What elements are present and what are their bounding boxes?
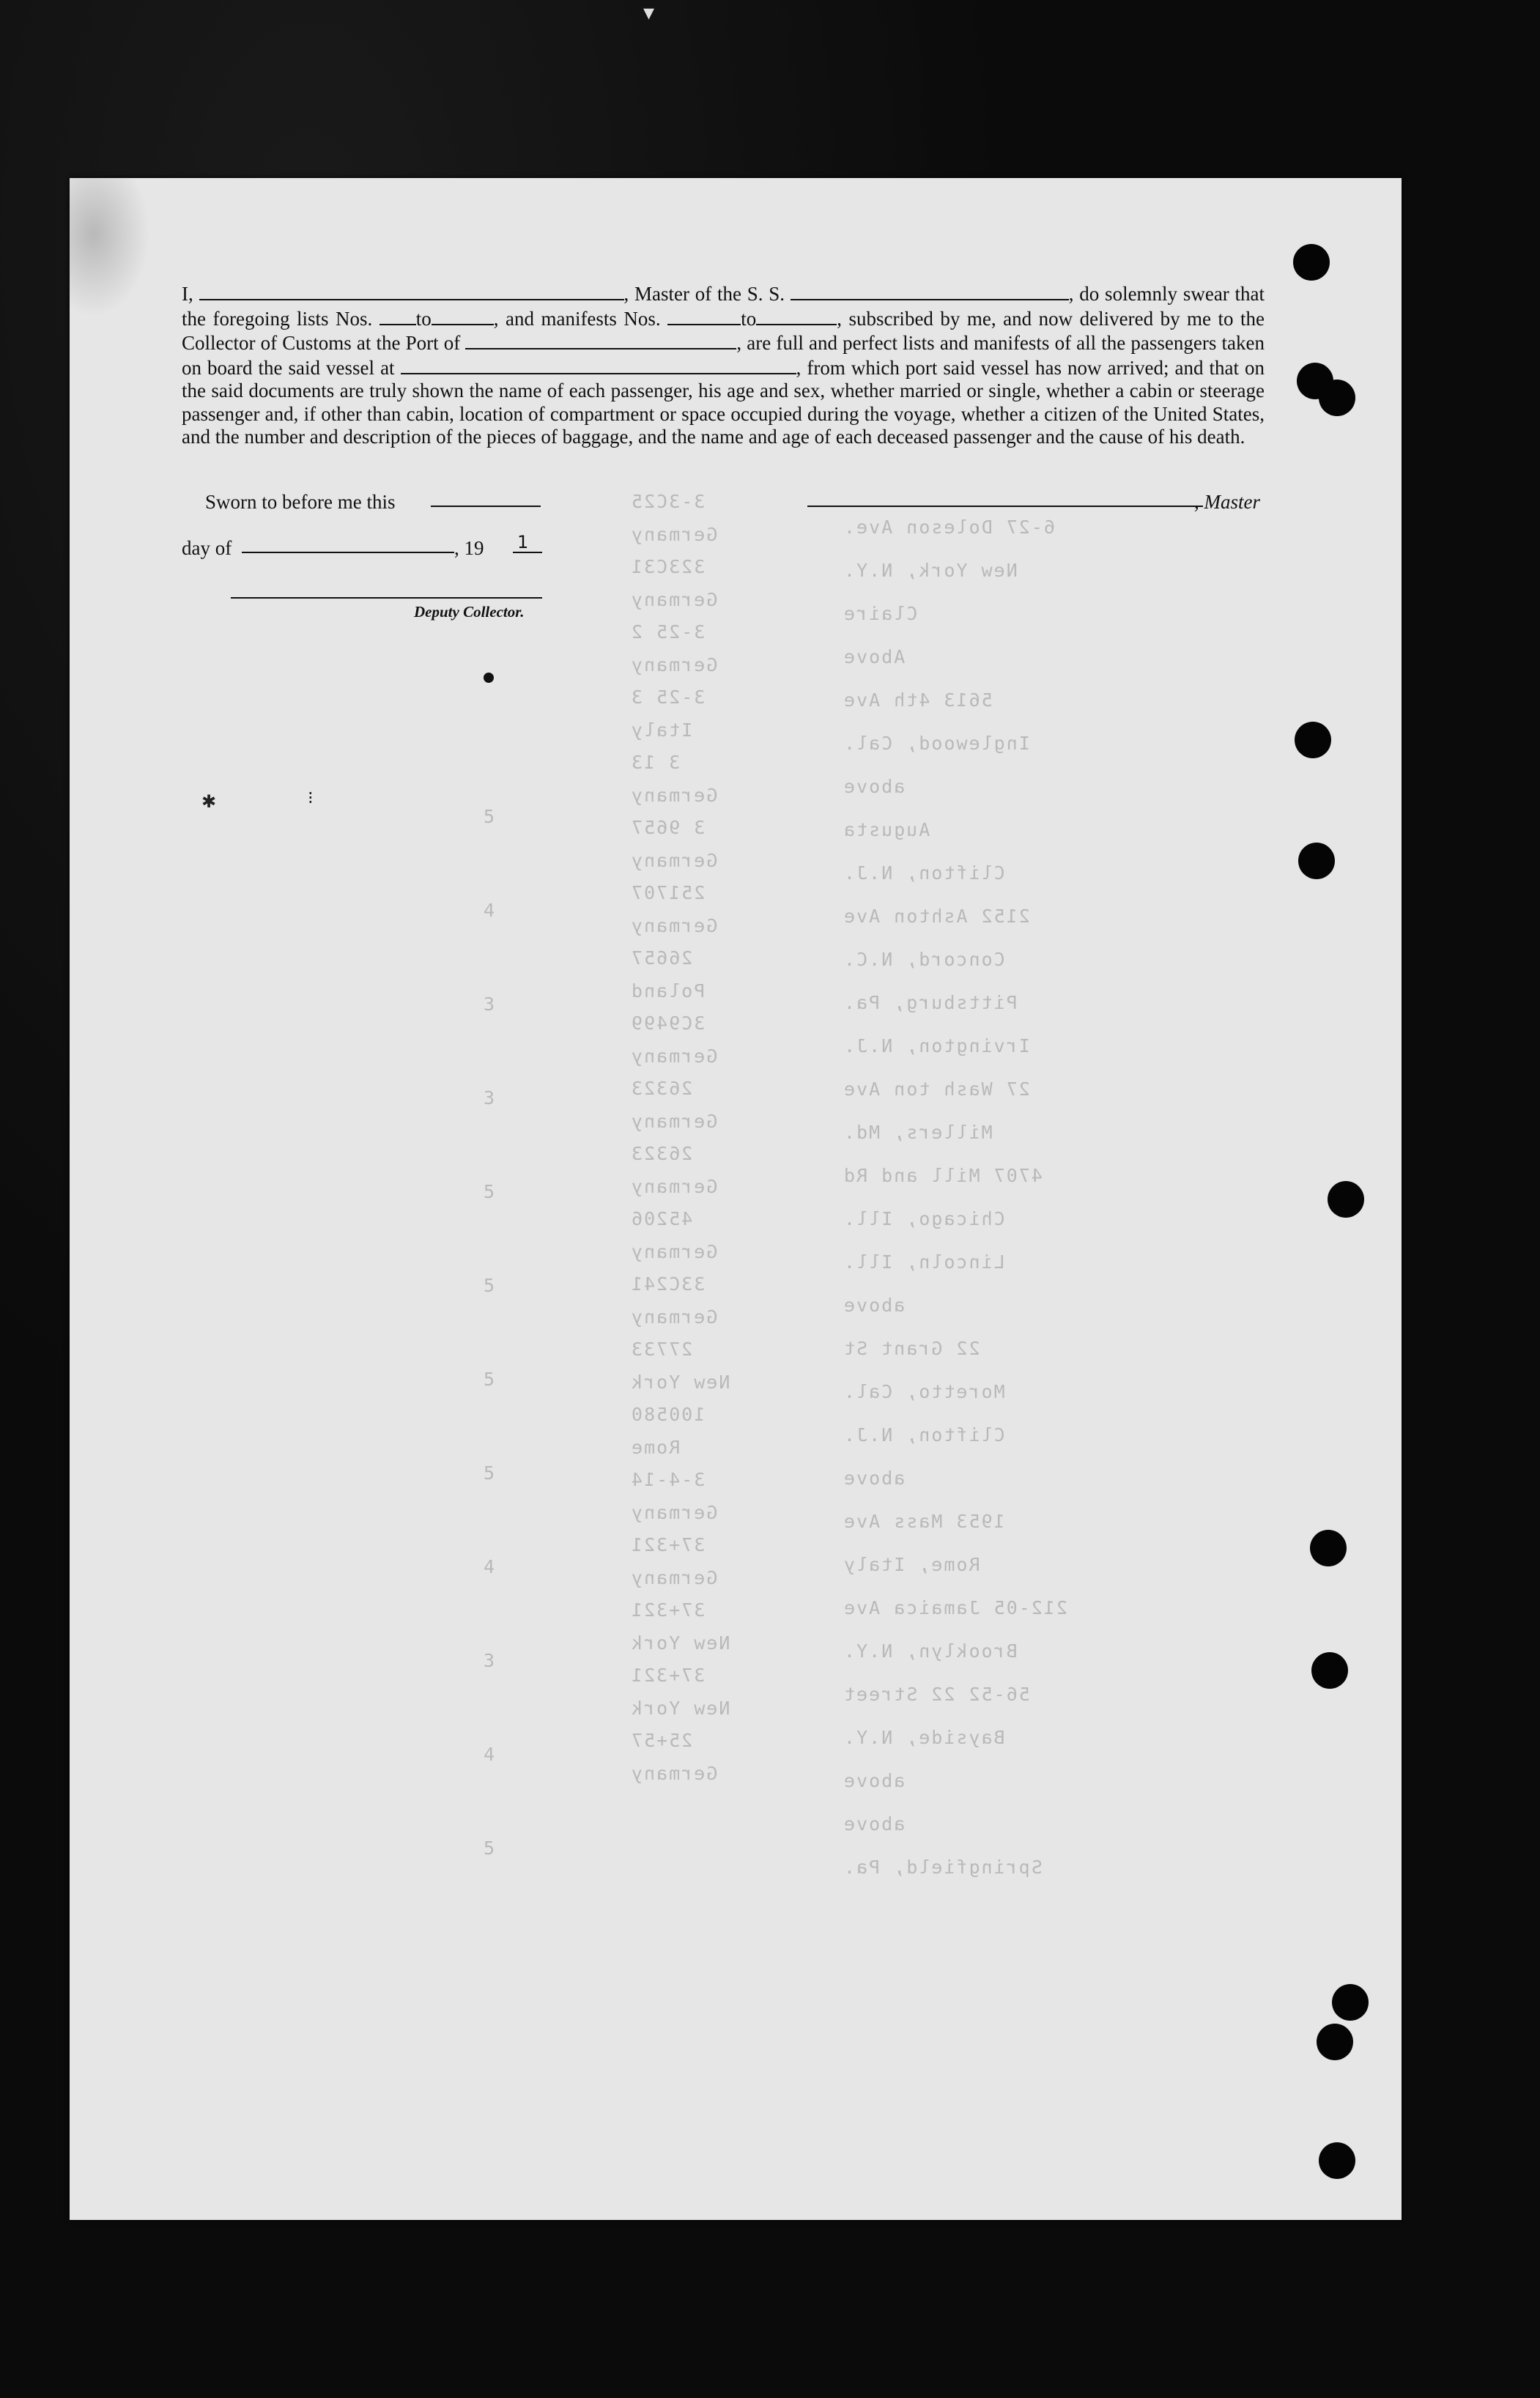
margin-mark: ✱ <box>201 791 217 812</box>
bleed-text-right: 33C241 <box>630 1273 706 1295</box>
bleed-text-right: Germany <box>630 1240 718 1262</box>
bleed-text-right: Germany <box>630 849 718 871</box>
bleed-text-right: Germany <box>630 1566 718 1588</box>
master-comma: , Master <box>1194 491 1260 513</box>
bleed-text-right: 37+321 <box>630 1599 706 1621</box>
bleed-text-right: Germany <box>630 1175 718 1197</box>
bleed-text-mid: Chicago, Ill. <box>843 1208 1005 1229</box>
bleed-text-mid: Rome, Italy <box>843 1554 980 1575</box>
bleed-text-right: 37+321 <box>630 1534 706 1555</box>
bleed-text-right: 26323 <box>630 1078 693 1099</box>
bleed-text-right: Poland <box>630 980 706 1002</box>
sworn-label: Sworn to before me this <box>205 491 396 513</box>
bleed-text-right: Germany <box>630 914 718 936</box>
bleed-text-right: Germany <box>630 1501 718 1523</box>
bleed-text-right: 3-25 2 <box>630 621 706 643</box>
bleed-text-left: 5 <box>484 1181 497 1202</box>
oath-manifests-nos: , and manifests Nos. <box>493 307 661 330</box>
bleed-text-left: 5 <box>484 1838 497 1859</box>
bleed-text-right: 3C9499 <box>630 1013 706 1034</box>
bleed-text-mid: Brooklyn, N.Y. <box>843 1640 1018 1662</box>
bleed-text-mid: 27 Wash ton Ave <box>843 1078 1030 1100</box>
bleed-text-right: Germany <box>630 1306 718 1328</box>
master-name-blank <box>199 281 624 300</box>
deputy-collector-label: Deputy Collector. <box>414 603 525 621</box>
bleed-text-mid: Augusta <box>843 819 930 840</box>
bleed-text-right: Italy <box>630 719 693 741</box>
year-handwritten: 1 <box>517 532 529 552</box>
oath-i: I, <box>182 283 193 305</box>
bleed-text-right: Rome <box>630 1436 681 1458</box>
bleed-text-right: Germany <box>630 1762 718 1784</box>
bleed-text-left: 4 <box>484 900 497 921</box>
bleed-text-mid: 22 Grant St <box>843 1338 980 1359</box>
punch-hole <box>1298 843 1335 879</box>
bleed-text-right: Germany <box>630 654 718 676</box>
bleed-text-right: 100580 <box>630 1404 706 1425</box>
punch-hole <box>1319 2142 1355 2179</box>
master-label <box>1194 491 1260 514</box>
bleed-text-mid: Inglewood, Cal. <box>843 733 1030 754</box>
bleed-text-mid: Bayside, N.Y. <box>843 1727 1005 1748</box>
bleed-text-mid: Irvington, N.J. <box>843 1035 1030 1056</box>
bleed-text-right: 45206 <box>630 1208 693 1229</box>
bleed-text-right: 3-25 3 <box>630 687 706 708</box>
page-smudge <box>70 178 150 317</box>
departure-port-blank <box>401 355 796 374</box>
bleed-text-mid: Moretto, Cal. <box>843 1381 1005 1402</box>
bleed-text-right: 3-4-14 <box>630 1469 706 1490</box>
bleed-text-mid: 1953 Mass Ave <box>843 1511 1005 1532</box>
punch-hole <box>1319 380 1355 416</box>
scan-mark: ▾ <box>643 0 655 26</box>
bleed-text-left: 3 <box>484 1650 497 1671</box>
bleed-text-right: 251707 <box>630 882 706 903</box>
bleed-text-left: 3 <box>484 1087 497 1109</box>
bleed-text-right: 25+57 <box>630 1730 693 1751</box>
bleed-text-right: 26657 <box>630 947 693 969</box>
bleed-text-right: 3 9657 <box>630 817 706 838</box>
ship-name-blank <box>791 281 1069 300</box>
year-line <box>513 552 542 553</box>
bleed-text-mid: 4707 Mill and Rd <box>843 1165 1043 1186</box>
year-label: , 19 <box>454 537 484 559</box>
bleed-text-left: 4 <box>484 1744 497 1765</box>
bleed-text-mid: 212-05 Jamaica Ave <box>843 1597 1067 1618</box>
bleed-text-mid: above <box>843 776 906 797</box>
bleed-text-mid: above <box>843 1813 906 1835</box>
oath-paragraph <box>182 281 1265 449</box>
manifests-from-blank <box>667 306 741 325</box>
oath-subscribed: , subscribed by me, and now <box>837 307 1073 330</box>
bleed-text-right: Germany <box>630 588 718 610</box>
punch-hole <box>1310 1530 1347 1566</box>
oath-master-of-ss: , Master of the S. S. <box>623 283 785 305</box>
punch-hole <box>1317 2024 1353 2060</box>
bleed-text-right: 3 13 <box>630 752 681 773</box>
bleed-text-mid: Lincoln, Ill. <box>843 1251 1005 1273</box>
oath-to-1: to <box>415 307 432 330</box>
punch-hole <box>1293 244 1330 281</box>
bleed-text-right: 26323 <box>630 1143 693 1164</box>
bleed-text-right: 323C31 <box>630 556 706 577</box>
oath-from-which: , from which <box>796 356 900 379</box>
bleed-text-mid: 6-27 Doleson Ave. <box>843 517 1055 538</box>
oath-lists-nos: swear that the foregoing lists Nos. <box>182 283 1265 330</box>
document-page <box>70 178 1402 2220</box>
ink-dot <box>484 673 494 683</box>
bleed-text-mid: Clifton, N.J. <box>843 862 1005 884</box>
punch-hole <box>1328 1181 1364 1218</box>
punch-hole <box>1295 722 1331 758</box>
day-of-line <box>242 552 454 553</box>
bleed-text-right: Germany <box>630 1045 718 1067</box>
punch-hole <box>1332 1984 1369 2021</box>
oath-do-solemnly: , do solemnly <box>1068 283 1178 305</box>
oath-delivered: delivered by me to the Collector of Customs at the Port of <box>182 307 1265 354</box>
bleed-text-right: New York <box>630 1697 730 1719</box>
oath-manifests-all: manifests of all the passengers taken on board the said vessel at <box>182 332 1265 379</box>
bleed-text-mid: Claire <box>843 603 918 624</box>
bleed-text-mid: Above <box>843 646 906 667</box>
bleed-text-right: 27733 <box>630 1339 693 1360</box>
deputy-signature-line <box>231 597 542 599</box>
master-signature-line <box>807 506 1203 507</box>
bleed-text-left: 4 <box>484 1556 497 1577</box>
bleed-text-mid: Pittsburg, Pa. <box>843 992 1018 1013</box>
lists-to-blank <box>432 306 494 325</box>
bleed-text-mid: Clifton, N.J. <box>843 1424 1005 1446</box>
bleed-text-mid: above <box>843 1468 906 1489</box>
bleed-text-left: 5 <box>484 1275 497 1296</box>
bleed-text-mid: above <box>843 1770 906 1791</box>
manifests-to-blank <box>756 306 837 325</box>
bleed-text-mid: Springfield, Pa. <box>843 1857 1043 1878</box>
bleed-text-right: 37+321 <box>630 1665 706 1686</box>
bleed-text-right: New York <box>630 1632 730 1654</box>
bleed-text-right: Germany <box>630 1110 718 1132</box>
port-blank <box>465 330 736 349</box>
bleed-text-mid: New York, N.Y. <box>843 560 1018 581</box>
bleed-text-mid: 2152 Ashton Ave <box>843 906 1030 927</box>
oath-to-2: to <box>741 307 757 330</box>
bleed-text-mid: 56-52 22 Street <box>843 1684 1030 1705</box>
bleed-text-right: Germany <box>630 784 718 806</box>
oath-body: port said vessel has now arrived; and that on the said documents are truly shown the name of each passenger, his age and sex, whether married or single, whether a cabin or steerage passenger and, if other than cabin, location of compartment or space occupied during the voyage, whether a citizen of the United States, and the number and description of the pieces of baggage, and the name and age of each deceased passenger and the cause of his death. <box>182 356 1265 448</box>
bleed-text-mid: Concord, N.C. <box>843 949 1005 970</box>
lists-from-blank <box>380 306 416 325</box>
bleed-text-left: 3 <box>484 993 497 1015</box>
bleed-text-right: 3-3C25 <box>630 491 706 512</box>
bleed-text-left: 5 <box>484 806 497 827</box>
bleed-text-right: Germany <box>630 523 718 545</box>
bleed-text-right: New York <box>630 1371 730 1393</box>
margin-mark: ⁝ <box>308 788 314 808</box>
day-of-label: day of <box>182 537 232 559</box>
bleed-text-mid: Millers, Md. <box>843 1122 993 1143</box>
bleed-text-left: 5 <box>484 1462 497 1484</box>
bleed-text-mid: 5613 4th Ave <box>843 689 993 711</box>
bleed-text-mid: above <box>843 1295 906 1316</box>
bleed-text-left: 5 <box>484 1369 497 1390</box>
oath-full-perfect: , are full and perfect lists and <box>736 332 969 354</box>
sworn-day-line <box>431 506 541 507</box>
punch-hole <box>1311 1652 1348 1689</box>
